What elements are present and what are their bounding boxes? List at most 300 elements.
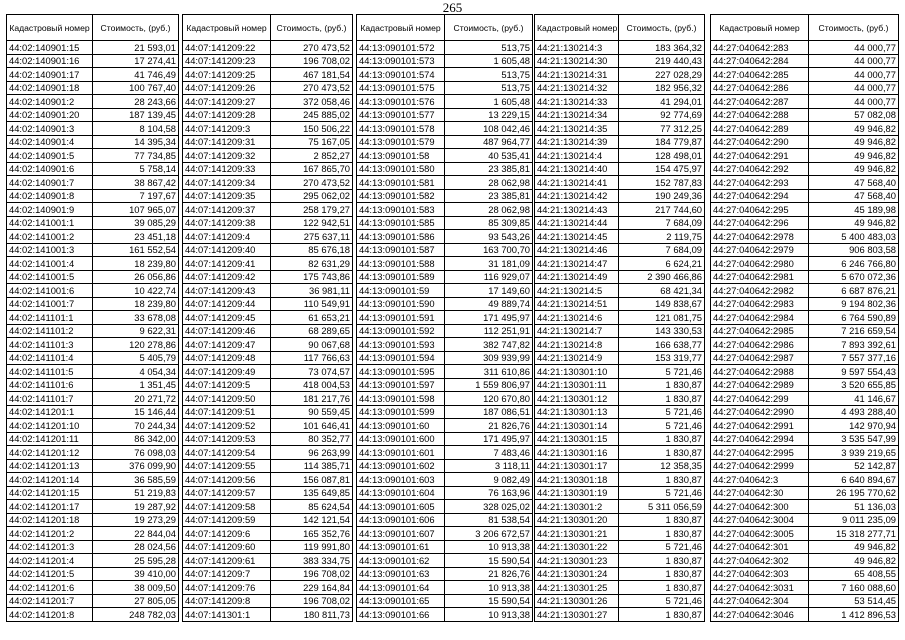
cadastral-number-cell: 44:02:141201:5 — [7, 567, 93, 581]
cadastral-number-cell: 44:13:090101:573 — [357, 54, 445, 68]
cadastral-number-cell: 44:21:130301:2 — [535, 500, 619, 514]
table-row — [535, 527, 705, 541]
cadastral-number-cell: 44:21:130214:43 — [535, 203, 619, 217]
cost-cell: 90 067,68 — [271, 338, 353, 352]
cost-cell: 68 421,34 — [619, 284, 705, 298]
table-row — [183, 243, 353, 257]
table-row — [357, 189, 533, 203]
table-row — [535, 500, 705, 514]
table-row — [183, 608, 353, 622]
table-row — [7, 108, 179, 122]
table-row — [535, 473, 705, 487]
cadastral-number-cell: 44:13:090101:599 — [357, 405, 445, 419]
cost-cell: 47 568,40 — [809, 189, 899, 203]
cost-cell: 3 520 655,85 — [809, 378, 899, 392]
table-row — [535, 203, 705, 217]
cadastral-number-cell: 44:21:130301:21 — [535, 527, 619, 541]
cadastral-number-cell: 44:02:141201:13 — [7, 459, 93, 473]
table-row — [357, 257, 533, 271]
cadastral-number-cell: 44:21:130214:46 — [535, 243, 619, 257]
cadastral-number-cell: 44:21:130214:32 — [535, 81, 619, 95]
cadastral-number-cell: 44:27:040642:294 — [711, 189, 809, 203]
cost-cell: 181 217,76 — [271, 392, 353, 406]
cost-cell: 41 746,49 — [93, 68, 179, 82]
cost-cell: 171 495,97 — [445, 432, 533, 446]
cadastral-number-cell: 44:21:130214:34 — [535, 108, 619, 122]
table-row — [183, 108, 353, 122]
table-row — [535, 108, 705, 122]
cost-cell: 76 163,96 — [445, 486, 533, 500]
cost-cell: 270 473,52 — [271, 41, 353, 55]
cadastral-number-cell: 44:27:040642:292 — [711, 162, 809, 176]
cost-cell: 27 805,05 — [93, 594, 179, 608]
cadastral-number-cell: 44:07:141209:6 — [183, 527, 271, 541]
table-row — [711, 162, 899, 176]
cadastral-number-cell: 44:27:040642:2999 — [711, 459, 809, 473]
cost-cell: 112 251,91 — [445, 324, 533, 338]
table-row — [183, 594, 353, 608]
cost-cell: 6 624,21 — [619, 257, 705, 271]
cost-cell: 28 062,98 — [445, 203, 533, 217]
table-row — [535, 459, 705, 473]
cadastral-number-cell: 44:27:040642:285 — [711, 68, 809, 82]
header-cost: Стоимость, (руб.) — [809, 15, 899, 41]
cadastral-number-cell: 44:21:130214:7 — [535, 324, 619, 338]
cadastral-number-cell: 44:13:090101:577 — [357, 108, 445, 122]
table-row — [183, 95, 353, 109]
table-row — [535, 54, 705, 68]
cost-cell: 10 913,38 — [445, 608, 533, 622]
cadastral-number-cell: 44:02:141201:10 — [7, 419, 93, 433]
cadastral-number-cell: 44:02:141001:5 — [7, 270, 93, 284]
cadastral-number-cell: 44:02:141101:7 — [7, 392, 93, 406]
table-row — [535, 243, 705, 257]
cost-cell: 311 610,86 — [445, 365, 533, 379]
cadastral-number-cell: 44:21:130214:3 — [535, 41, 619, 55]
cadastral-number-cell: 44:13:090101:583 — [357, 203, 445, 217]
table-row — [357, 243, 533, 257]
table-row — [535, 230, 705, 244]
table-row — [183, 311, 353, 325]
cadastral-number-cell: 44:21:130301:17 — [535, 459, 619, 473]
table-row — [711, 540, 899, 554]
page-number: 265 — [442, 0, 463, 15]
cadastral-number-cell: 44:21:130301:26 — [535, 594, 619, 608]
cost-cell: 143 330,53 — [619, 324, 705, 338]
cost-cell: 1 412 896,53 — [809, 608, 899, 622]
table-row — [357, 594, 533, 608]
cadastral-number-cell: 44:13:090101:604 — [357, 486, 445, 500]
table-row — [711, 284, 899, 298]
cadastral-number-cell: 44:27:040642:300 — [711, 500, 809, 514]
table-row — [357, 459, 533, 473]
cost-cell: 196 708,02 — [271, 54, 353, 68]
table-row — [7, 365, 179, 379]
cadastral-number-cell: 44:21:130214:31 — [535, 68, 619, 82]
cost-cell: 41 146,67 — [809, 392, 899, 406]
header-cadastral-number: Кадастровый номер — [183, 15, 271, 41]
cadastral-number-cell: 44:02:141101:2 — [7, 324, 93, 338]
cadastral-number-cell: 44:07:141209:41 — [183, 257, 271, 271]
cadastral-number-cell: 44:07:141209:61 — [183, 554, 271, 568]
cadastral-number-cell: 44:13:090101:587 — [357, 243, 445, 257]
cadastral-number-cell: 44:27:040642:303 — [711, 567, 809, 581]
table-row — [7, 392, 179, 406]
table-row — [357, 216, 533, 230]
cost-cell: 153 319,77 — [619, 351, 705, 365]
cadastral-number-cell: 44:21:130214:6 — [535, 311, 619, 325]
cadastral-number-cell: 44:07:141209:7 — [183, 567, 271, 581]
cadastral-number-cell: 44:13:090101:607 — [357, 527, 445, 541]
cost-cell: 175 743,86 — [271, 270, 353, 284]
table-row — [711, 189, 899, 203]
table-row — [183, 162, 353, 176]
cost-cell: 44 000,77 — [809, 41, 899, 55]
cost-cell: 23 385,81 — [445, 162, 533, 176]
table-row — [183, 513, 353, 527]
cost-cell: 248 782,03 — [93, 608, 179, 622]
table-row — [183, 486, 353, 500]
cadastral-number-cell: 44:27:040642:304 — [711, 594, 809, 608]
table-row — [711, 122, 899, 136]
cadastral-number-cell: 44:07:141209:56 — [183, 473, 271, 487]
cadastral-number-cell: 44:27:040642:3 — [711, 473, 809, 487]
cadastral-number-cell: 44:07:141209:50 — [183, 392, 271, 406]
table-row — [535, 351, 705, 365]
cost-cell: 18 239,80 — [93, 297, 179, 311]
table-row — [535, 608, 705, 622]
table-row — [183, 446, 353, 460]
table-row — [183, 324, 353, 338]
table-row — [711, 297, 899, 311]
table-row — [711, 257, 899, 271]
cadastral-number-cell: 44:21:130301:13 — [535, 405, 619, 419]
cadastral-number-cell: 44:02:140901:7 — [7, 176, 93, 190]
cost-cell: 167 865,70 — [271, 162, 353, 176]
table-row — [7, 230, 179, 244]
table-row — [7, 554, 179, 568]
table-row — [7, 419, 179, 433]
cadastral-number-cell: 44:13:090101:64 — [357, 581, 445, 595]
cost-cell: 51 219,83 — [93, 486, 179, 500]
table-row — [711, 270, 899, 284]
table-row — [357, 324, 533, 338]
cost-cell: 31 181,09 — [445, 257, 533, 271]
cadastral-number-cell: 44:13:090101:62 — [357, 554, 445, 568]
cost-cell: 19 273,29 — [93, 513, 179, 527]
cost-cell: 77 734,85 — [93, 149, 179, 163]
cadastral-number-cell: 44:02:141201:2 — [7, 527, 93, 541]
table-row — [535, 81, 705, 95]
cadastral-number-cell: 44:07:141209:55 — [183, 459, 271, 473]
table-row — [183, 257, 353, 271]
table-row — [183, 405, 353, 419]
cadastral-number-cell: 44:21:130301:10 — [535, 365, 619, 379]
cost-cell: 15 146,44 — [93, 405, 179, 419]
cost-cell: 82 631,29 — [271, 257, 353, 271]
header-cost: Стоимость, (руб.) — [271, 15, 353, 41]
cost-cell: 165 352,76 — [271, 527, 353, 541]
cost-cell: 184 779,87 — [619, 135, 705, 149]
cadastral-number-cell: 44:07:141209:32 — [183, 149, 271, 163]
cadastral-number-cell: 44:13:090101:63 — [357, 567, 445, 581]
cadastral-number-cell: 44:07:141301:1 — [183, 608, 271, 622]
cost-cell: 149 838,67 — [619, 297, 705, 311]
cadastral-number-cell: 44:27:040642:2989 — [711, 378, 809, 392]
cost-cell: 245 885,02 — [271, 108, 353, 122]
cadastral-number-cell: 44:02:141201:4 — [7, 554, 93, 568]
table-row — [357, 270, 533, 284]
cost-cell: 14 395,34 — [93, 135, 179, 149]
cost-cell: 6 246 766,80 — [809, 257, 899, 271]
cost-cell: 39 410,00 — [93, 567, 179, 581]
table-row — [7, 324, 179, 338]
cost-cell: 28 243,66 — [93, 95, 179, 109]
cadastral-number-cell: 44:27:040642:287 — [711, 95, 809, 109]
cadastral-number-cell: 44:07:141209:46 — [183, 324, 271, 338]
cadastral-number-cell: 44:21:130214:41 — [535, 176, 619, 190]
cost-cell: 120 670,80 — [445, 392, 533, 406]
cadastral-number-cell: 44:07:141209:4 — [183, 230, 271, 244]
cadastral-number-cell: 44:02:140901:9 — [7, 203, 93, 217]
table-row — [357, 486, 533, 500]
table-row — [7, 432, 179, 446]
header-cadastral-number: Кадастровый номер — [711, 15, 809, 41]
cost-cell: 44 000,77 — [809, 68, 899, 82]
cost-cell: 15 590,54 — [445, 554, 533, 568]
table-row — [357, 554, 533, 568]
cadastral-number-cell: 44:02:141201:7 — [7, 594, 93, 608]
cost-cell: 13 229,15 — [445, 108, 533, 122]
cadastral-number-cell: 44:21:130301:12 — [535, 392, 619, 406]
cost-cell: 7 557 377,16 — [809, 351, 899, 365]
table-row — [7, 594, 179, 608]
cadastral-number-cell: 44:02:141101:4 — [7, 351, 93, 365]
table-row — [183, 459, 353, 473]
cost-cell: 49 946,82 — [809, 135, 899, 149]
table-row — [711, 567, 899, 581]
table-row — [535, 540, 705, 554]
table-row — [535, 176, 705, 190]
cadastral-number-cell: 44:13:090101:579 — [357, 135, 445, 149]
cost-cell: 26 056,86 — [93, 270, 179, 284]
cadastral-number-cell: 44:27:040642:2982 — [711, 284, 809, 298]
cost-cell: 372 058,46 — [271, 95, 353, 109]
table-row — [535, 567, 705, 581]
table-row — [711, 203, 899, 217]
cadastral-number-cell: 44:07:141209:53 — [183, 432, 271, 446]
cost-cell: 309 939,99 — [445, 351, 533, 365]
table-row — [7, 122, 179, 136]
cadastral-number-cell: 44:02:141101:5 — [7, 365, 93, 379]
table-row — [7, 297, 179, 311]
table-row — [711, 95, 899, 109]
cadastral-number-cell: 44:27:040642:2983 — [711, 297, 809, 311]
cadastral-number-cell: 44:02:141001:6 — [7, 284, 93, 298]
cost-cell: 49 946,82 — [809, 540, 899, 554]
table-row — [183, 41, 353, 55]
cost-cell: 376 099,90 — [93, 459, 179, 473]
cadastral-number-cell: 44:27:040642:2985 — [711, 324, 809, 338]
cost-cell: 1 830,87 — [619, 581, 705, 595]
table-row — [357, 527, 533, 541]
cost-cell: 142 970,94 — [809, 419, 899, 433]
table-row — [183, 284, 353, 298]
table-row — [357, 149, 533, 163]
cost-cell: 1 605,48 — [445, 54, 533, 68]
table-row — [7, 135, 179, 149]
cadastral-number-cell: 44:13:090101:65 — [357, 594, 445, 608]
table-row — [357, 419, 533, 433]
cadastral-number-cell: 44:21:130214:51 — [535, 297, 619, 311]
cadastral-number-cell: 44:07:141209:45 — [183, 311, 271, 325]
table-row — [535, 95, 705, 109]
cadastral-number-cell: 44:13:090101:66 — [357, 608, 445, 622]
cost-cell: 107 965,07 — [93, 203, 179, 217]
cost-cell: 3 206 672,57 — [445, 527, 533, 541]
cadastral-number-cell: 44:07:141209:28 — [183, 108, 271, 122]
table-row — [711, 500, 899, 514]
cadastral-number-cell: 44:13:090101:591 — [357, 311, 445, 325]
table-row — [535, 162, 705, 176]
table-row — [711, 324, 899, 338]
cost-cell: 49 946,82 — [809, 554, 899, 568]
table-row — [7, 284, 179, 298]
cadastral-number-cell: 44:07:141209:23 — [183, 54, 271, 68]
cost-cell: 44 000,77 — [809, 95, 899, 109]
cost-cell: 40 535,41 — [445, 149, 533, 163]
table-row — [357, 68, 533, 82]
table-row — [7, 567, 179, 581]
cost-cell: 114 385,71 — [271, 459, 353, 473]
table-row — [7, 189, 179, 203]
table-row — [183, 176, 353, 190]
cost-cell: 21 826,76 — [445, 567, 533, 581]
cadastral-number-cell: 44:02:140901:3 — [7, 122, 93, 136]
table-row — [7, 405, 179, 419]
cadastral-number-cell: 44:21:130214:9 — [535, 351, 619, 365]
cadastral-number-cell: 44:02:141001:4 — [7, 257, 93, 271]
table-row — [357, 581, 533, 595]
cadastral-number-cell: 44:27:040642:286 — [711, 81, 809, 95]
cadastral-number-cell: 44:07:141209:54 — [183, 446, 271, 460]
table-row — [7, 527, 179, 541]
cost-cell: 2 852,27 — [271, 149, 353, 163]
cadastral-number-cell: 44:27:040642:2978 — [711, 230, 809, 244]
table-row — [357, 365, 533, 379]
table-row — [535, 392, 705, 406]
cost-cell: 229 164,84 — [271, 581, 353, 595]
cost-cell: 25 595,28 — [93, 554, 179, 568]
table-row — [7, 270, 179, 284]
table-row — [183, 270, 353, 284]
cost-cell: 23 451,18 — [93, 230, 179, 244]
table-row — [357, 378, 533, 392]
cost-cell: 295 062,02 — [271, 189, 353, 203]
table-row — [357, 392, 533, 406]
cost-cell: 7 893 392,61 — [809, 338, 899, 352]
cadastral-number-cell: 44:13:090101:602 — [357, 459, 445, 473]
cadastral-number-cell: 44:07:141209:5 — [183, 378, 271, 392]
table-row — [711, 230, 899, 244]
table-row — [183, 203, 353, 217]
cost-cell: 22 844,04 — [93, 527, 179, 541]
cadastral-number-cell: 44:02:140901:8 — [7, 189, 93, 203]
cadastral-number-cell: 44:07:141209:57 — [183, 486, 271, 500]
cadastral-number-cell: 44:07:141209:60 — [183, 540, 271, 554]
cost-cell: 190 249,36 — [619, 189, 705, 203]
cost-cell: 116 929,07 — [445, 270, 533, 284]
cost-table-2 — [182, 14, 353, 622]
cadastral-number-cell: 44:27:040642:295 — [711, 203, 809, 217]
table-row — [183, 365, 353, 379]
table-row — [711, 135, 899, 149]
cadastral-number-cell: 44:02:141201:12 — [7, 446, 93, 460]
cadastral-number-cell: 44:07:141209:26 — [183, 81, 271, 95]
table-row — [711, 513, 899, 527]
cadastral-number-cell: 44:27:040642:302 — [711, 554, 809, 568]
table-row — [357, 513, 533, 527]
table-row — [535, 324, 705, 338]
table-row — [711, 581, 899, 595]
cost-cell: 73 074,57 — [271, 365, 353, 379]
cost-cell: 49 946,82 — [809, 162, 899, 176]
cost-cell: 15 318 277,71 — [809, 527, 899, 541]
cadastral-number-cell: 44:02:141201:15 — [7, 486, 93, 500]
table-row — [711, 378, 899, 392]
cost-cell: 28 024,56 — [93, 540, 179, 554]
cadastral-number-cell: 44:21:130214:47 — [535, 257, 619, 271]
cadastral-number-cell: 44:02:141201:1 — [7, 405, 93, 419]
cadastral-number-cell: 44:13:090101:597 — [357, 378, 445, 392]
cadastral-number-cell: 44:02:141201:11 — [7, 432, 93, 446]
cadastral-number-cell: 44:13:090101:593 — [357, 338, 445, 352]
cost-cell: 53 514,45 — [809, 594, 899, 608]
cost-cell: 76 098,03 — [93, 446, 179, 460]
cadastral-number-cell: 44:21:130214:5 — [535, 284, 619, 298]
cost-cell: 49 946,82 — [809, 216, 899, 230]
cost-cell: 21 593,01 — [93, 41, 179, 55]
cost-cell: 49 946,82 — [809, 122, 899, 136]
table-row — [183, 297, 353, 311]
table-row — [711, 243, 899, 257]
header-cadastral-number: Кадастровый номер — [357, 15, 445, 41]
cost-cell: 135 649,85 — [271, 486, 353, 500]
cadastral-number-cell: 44:21:130214:44 — [535, 216, 619, 230]
cadastral-number-cell: 44:02:140901:6 — [7, 162, 93, 176]
cost-cell: 7 197,67 — [93, 189, 179, 203]
cadastral-number-cell: 44:02:140901:2 — [7, 95, 93, 109]
table-row — [711, 459, 899, 473]
cost-cell: 275 637,11 — [271, 230, 353, 244]
cost-cell: 1 830,87 — [619, 392, 705, 406]
table-row — [535, 419, 705, 433]
cost-cell: 38 867,42 — [93, 176, 179, 190]
cost-cell: 5 721,46 — [619, 486, 705, 500]
cadastral-number-cell: 44:21:130301:24 — [535, 567, 619, 581]
cost-cell: 1 605,48 — [445, 95, 533, 109]
cost-cell: 7 684,09 — [619, 243, 705, 257]
cadastral-number-cell: 44:27:040642:2979 — [711, 243, 809, 257]
cadastral-number-cell: 44:02:141201:8 — [7, 608, 93, 622]
table-row — [357, 108, 533, 122]
cost-cell: 36 981,11 — [271, 284, 353, 298]
cadastral-number-cell: 44:13:090101:586 — [357, 230, 445, 244]
cost-table-3 — [356, 14, 533, 622]
table-row — [7, 149, 179, 163]
table-row — [535, 594, 705, 608]
cost-cell: 57 082,08 — [809, 108, 899, 122]
